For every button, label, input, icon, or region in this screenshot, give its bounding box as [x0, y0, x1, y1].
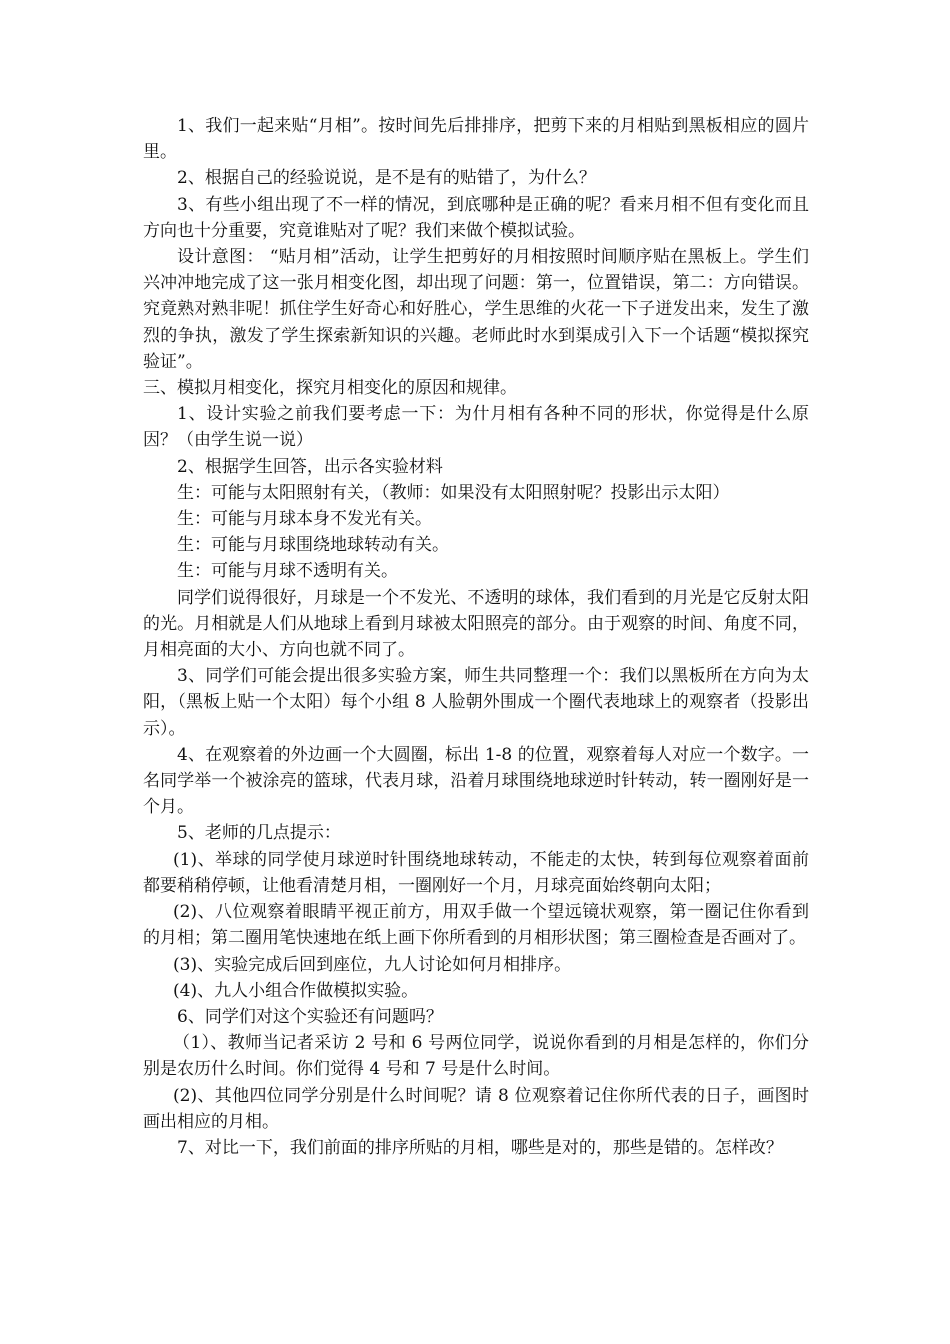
paragraph-1: 1、我们一起来贴“月相”。按时间先后排排序，把剪下来的月相贴到黑板相应的圆片里。: [143, 116, 809, 163]
student-answer-1: 生：可能与太阳照射有关，（教师：如果没有太阳照射呢？投影出示太阳）: [177, 482, 730, 503]
document-body: [143, 113, 809, 1161]
paragraph-step-4: 4、在观察着的外边画一个大圆圈，标出 1-8 的位置，观察着每人对应一个数字。一名同学举一个被涂亮的篮球，代表月球，沿着月球围绕地球逆时针转动，转一圈刚好是一个月。: [143, 744, 809, 818]
paragraph-3: 3、有些小组出现了不一样的情况，到底哪种是正确的呢？看来月相不但有变化而且方向也十分重要，究竟谁贴对了呢？我们来做个模拟试验。: [143, 194, 809, 241]
design-intent-paragraph: 设计意图： “贴月相”活动，让学生把剪好的月相按照时间顺序贴在黑板上。学生们兴冲冲地完成了这一张月相变化图，却出现了问题：第一，位置错误，第二：方向错误。究竟熟对熟非呢！抓住学生好奇心和好胜心，学生思维的火花一下子迸发出来，发生了激烈的争执，激发了学生探索新知识的兴趣。老师此时水到渠成引入下一个话题“模拟探究验证”。: [143, 247, 809, 372]
student-answer-4: 生：可能与月球不透明有关。: [177, 561, 398, 582]
student-answer-3: 生：可能与月球围绕地球转动有关。: [177, 535, 449, 556]
teacher-summary-paragraph: 同学们说得很好，月球是一个不发光、不透明的球体，我们看到的月光是它反射太阳的光。月相就是人们从地球上看到月球被太阳照亮的部分。由于观察的时间、角度不同，月相亮面的大小、方向也就不同了。: [143, 587, 809, 661]
tip-4: (4)、九人小组合作做模拟实验。: [173, 980, 419, 1001]
tip-1: (1)、举球的同学使月球逆时针围绕地球转动，不能走的太快，转到每位观察着面前都要稍稍停顿，让他看清楚月相，一圈刚好一个月，月球亮面始终朝向太阳；: [143, 849, 809, 896]
paragraph-step-3: 3、同学们可能会提出很多实验方案，师生共同整理一个：我们以黑板所在方向为太阳，（黑板上贴一个太阳）每个小组 8 人脸朝外围成一个圈代表地球上的观察者（投影出示）。: [143, 666, 809, 739]
question-2: (2)、其他四位同学分别是什么时间呢？请 8 位观察着记住你所代表的日子，画图时画出相应的月相。: [143, 1085, 809, 1132]
paragraph-step-1: 1、设计实验之前我们要考虑一下：为什月相有各种不同的形状，你觉得是什么原因？（由学生说一说）: [143, 404, 809, 451]
paragraph-2: 2、根据自己的经验说说，是不是有的贴错了，为什么？: [177, 168, 596, 189]
paragraph-step-6: 6、同学们对这个实验还有问题吗？: [177, 1006, 443, 1027]
tip-2: (2)、八位观察着眼睛平视正前方，用双手做一个望远镜状观察，第一圈记住你看到的月相；第二圈用笔快速地在纸上画下你所看到的月相形状图；第三圈检查是否画对了。: [143, 902, 809, 949]
student-answer-2: 生：可能与月球本身不发光有关。: [177, 509, 432, 530]
tip-3: (3)、实验完成后回到座位，九人讨论如何月相排序。: [173, 954, 572, 975]
section-heading-3: 三、模拟月相变化，探究月相变化的原因和规律。: [143, 378, 517, 399]
question-1: （1）、教师当记者采访 2 号和 6 号两位同学，说说你看到的月相是怎样的，你们分别是农历什么时间。你们觉得 4 号和 7 号是什么时间。: [143, 1033, 809, 1080]
paragraph-step-2: 2、根据学生回答，出示各实验材料: [177, 456, 443, 477]
paragraph-step-7: 7、对比一下，我们前面的排序所贴的月相，哪些是对的，那些是错的。怎样改？: [177, 1137, 783, 1158]
paragraph-step-5: 5、老师的几点提示：: [177, 823, 341, 844]
